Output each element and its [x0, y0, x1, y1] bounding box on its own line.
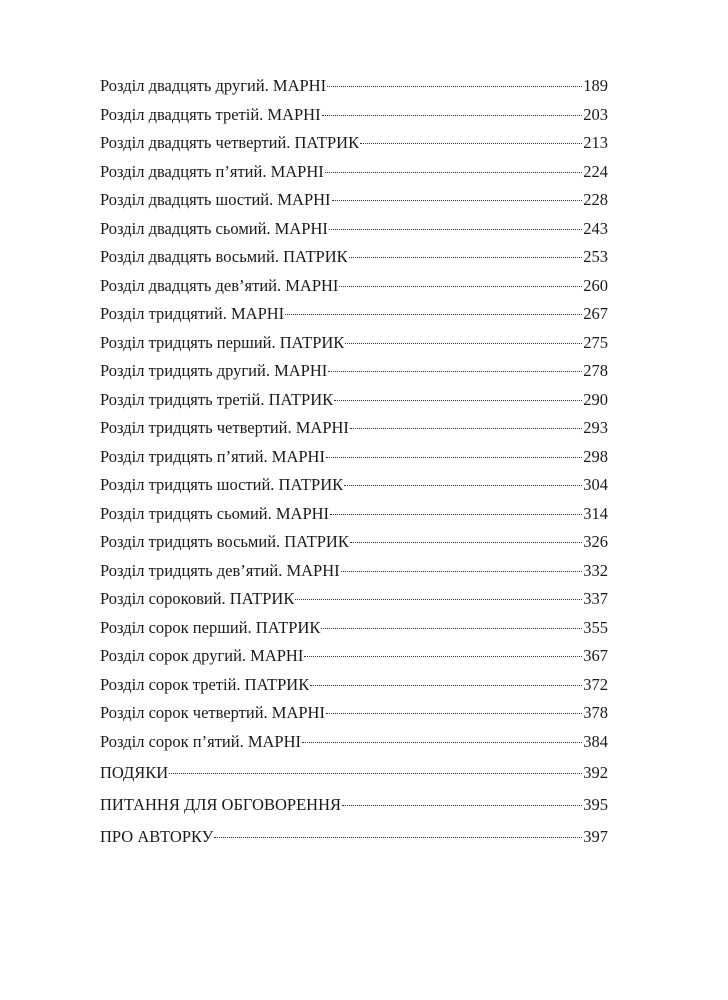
- toc-entry: [100, 585, 608, 614]
- toc-entry: [100, 614, 608, 643]
- toc-entry: [100, 671, 608, 700]
- table-of-contents: [100, 72, 608, 852]
- toc-entry: [100, 757, 608, 788]
- toc-entry-page-number: 326: [583, 532, 608, 551]
- toc-entry-page-number: 253: [583, 247, 608, 266]
- dot-leader: [360, 143, 582, 144]
- toc-entry-title: ПРО АВТОРКУ: [100, 827, 214, 846]
- toc-entry-page-number: 378: [583, 703, 608, 722]
- toc-entry: [100, 243, 608, 272]
- toc-entry-title: Розділ тридцять четвертий. МАРНІ: [100, 418, 349, 437]
- dot-leader: [322, 115, 583, 116]
- toc-entry-page-number: 367: [583, 646, 608, 665]
- toc-entry: [100, 728, 608, 757]
- toc-entry-title: Розділ двадцять сьомий. МАРНІ: [100, 218, 328, 238]
- toc-entry-title: Розділ тридцять перший. ПАТРИК: [100, 332, 345, 352]
- toc-entry-page-number: 397: [583, 827, 608, 846]
- toc-entry-page-number: 304: [583, 475, 608, 494]
- dot-leader: [339, 286, 582, 287]
- toc-entry-page-number: 213: [583, 133, 608, 152]
- chapter-list: [100, 72, 608, 756]
- dot-leader: [295, 599, 582, 600]
- toc-entry-page-number: 293: [583, 418, 608, 437]
- toc-entry: [100, 357, 608, 386]
- toc-entry: [100, 129, 608, 158]
- toc-entry-title: Розділ тридцять дев’ятий. МАРНІ: [100, 560, 340, 580]
- toc-entry: [100, 272, 608, 301]
- dot-leader: [332, 200, 583, 201]
- toc-entry-title: Розділ двадцять четвертий. ПАТРИК: [100, 133, 360, 152]
- toc-entry-title: Розділ двадцять дев’ятий. МАРНІ: [100, 275, 339, 295]
- toc-entry: [100, 72, 608, 101]
- toc-entry-title: Розділ двадцять восьмий. ПАТРИК: [100, 247, 348, 266]
- toc-entry-title: Розділ тридцять сьомий. МАРНІ: [100, 503, 330, 523]
- toc-entry-title: Розділ тридцятий. МАРНІ: [100, 304, 285, 323]
- toc-entry: [100, 386, 608, 415]
- toc-entry: [100, 329, 608, 358]
- toc-entry: [100, 471, 608, 500]
- dot-leader: [327, 86, 582, 87]
- toc-entry-page-number: 267: [583, 304, 608, 323]
- dot-leader: [350, 542, 582, 543]
- toc-entry-title: Розділ двадцять третій. МАРНІ: [100, 104, 321, 124]
- toc-entry: [100, 500, 608, 529]
- toc-entry: [100, 300, 608, 329]
- dot-leader: [310, 685, 582, 686]
- toc-entry: [100, 789, 608, 820]
- toc-entry-title: Розділ сорок четвертий. МАРНІ: [100, 703, 325, 722]
- toc-entry-page-number: 372: [583, 674, 608, 694]
- dot-leader: [321, 628, 582, 629]
- dot-leader: [328, 371, 582, 372]
- toc-entry-title: Розділ двадцять другий. МАРНІ: [100, 76, 327, 95]
- toc-entry-page-number: 314: [583, 503, 608, 523]
- toc-entry-title: Розділ тридцять другий. МАРНІ: [100, 361, 328, 380]
- toc-entry: [100, 443, 608, 472]
- dot-leader: [345, 343, 582, 344]
- toc-entry-title: Розділ двадцять п’ятий. МАРНІ: [100, 161, 324, 181]
- dot-leader: [334, 400, 582, 401]
- toc-entry-title: Розділ сорок другий. МАРНІ: [100, 646, 304, 665]
- toc-entry-page-number: 337: [583, 589, 608, 608]
- toc-entry: [100, 414, 608, 443]
- toc-entry-page-number: 298: [583, 446, 608, 466]
- toc-entry-page-number: 260: [583, 275, 608, 295]
- dot-leader: [341, 571, 583, 572]
- toc-entry-page-number: 275: [583, 332, 608, 352]
- toc-entry: [100, 101, 608, 130]
- toc-entry: [100, 557, 608, 586]
- toc-entry-page-number: 203: [583, 104, 608, 124]
- toc-entry: [100, 528, 608, 557]
- dot-leader: [326, 713, 582, 714]
- dot-leader: [344, 485, 582, 486]
- toc-entry-page-number: 243: [583, 218, 608, 238]
- dot-leader: [302, 742, 582, 743]
- dot-leader: [349, 257, 583, 258]
- toc-entry-title: ПОДЯКИ: [100, 763, 169, 782]
- toc-entry-page-number: 355: [583, 617, 608, 637]
- toc-entry-page-number: 224: [583, 161, 608, 181]
- toc-entry-title: Розділ тридцять шостий. ПАТРИК: [100, 475, 344, 494]
- toc-entry-title: Розділ сорок третій. ПАТРИК: [100, 674, 310, 694]
- toc-entry-title: Розділ сороковий. ПАТРИК: [100, 589, 295, 608]
- toc-entry: [100, 821, 608, 852]
- toc-entry: [100, 186, 608, 215]
- toc-entry-page-number: 392: [583, 763, 608, 782]
- toc-entry: [100, 699, 608, 728]
- toc-entry-page-number: 384: [583, 731, 608, 751]
- dot-leader: [325, 172, 583, 173]
- toc-entry-page-number: 228: [583, 190, 608, 209]
- dot-leader: [169, 773, 582, 774]
- dot-leader: [304, 656, 582, 657]
- dot-leader: [329, 229, 582, 230]
- dot-leader: [326, 457, 582, 458]
- toc-entry-page-number: 332: [583, 560, 608, 580]
- toc-entry-page-number: 290: [583, 389, 608, 409]
- dot-leader: [350, 428, 582, 429]
- toc-entry-title: Розділ двадцять шостий. МАРНІ: [100, 190, 331, 209]
- toc-entry-title: Розділ сорок п’ятий. МАРНІ: [100, 731, 301, 751]
- toc-entry-title: Розділ тридцять п’ятий. МАРНІ: [100, 446, 325, 466]
- toc-entry-page-number: 189: [583, 76, 608, 95]
- toc-entry: [100, 215, 608, 244]
- dot-leader: [285, 314, 582, 315]
- toc-entry-page-number: 278: [583, 361, 608, 380]
- dot-leader: [342, 805, 582, 806]
- toc-entry-page-number: 395: [583, 795, 608, 814]
- dot-leader: [214, 837, 582, 838]
- toc-entry: [100, 158, 608, 187]
- toc-entry-title: Розділ сорок перший. ПАТРИК: [100, 617, 321, 637]
- toc-entry-title: Розділ тридцять третій. ПАТРИК: [100, 389, 334, 409]
- dot-leader: [330, 514, 582, 515]
- toc-entry-title: Розділ тридцять восьмий. ПАТРИК: [100, 532, 349, 551]
- toc-entry-title: ПИТАННЯ ДЛЯ ОБГОВОРЕННЯ: [100, 795, 341, 814]
- back-matter-list: [100, 757, 608, 852]
- toc-entry: [100, 642, 608, 671]
